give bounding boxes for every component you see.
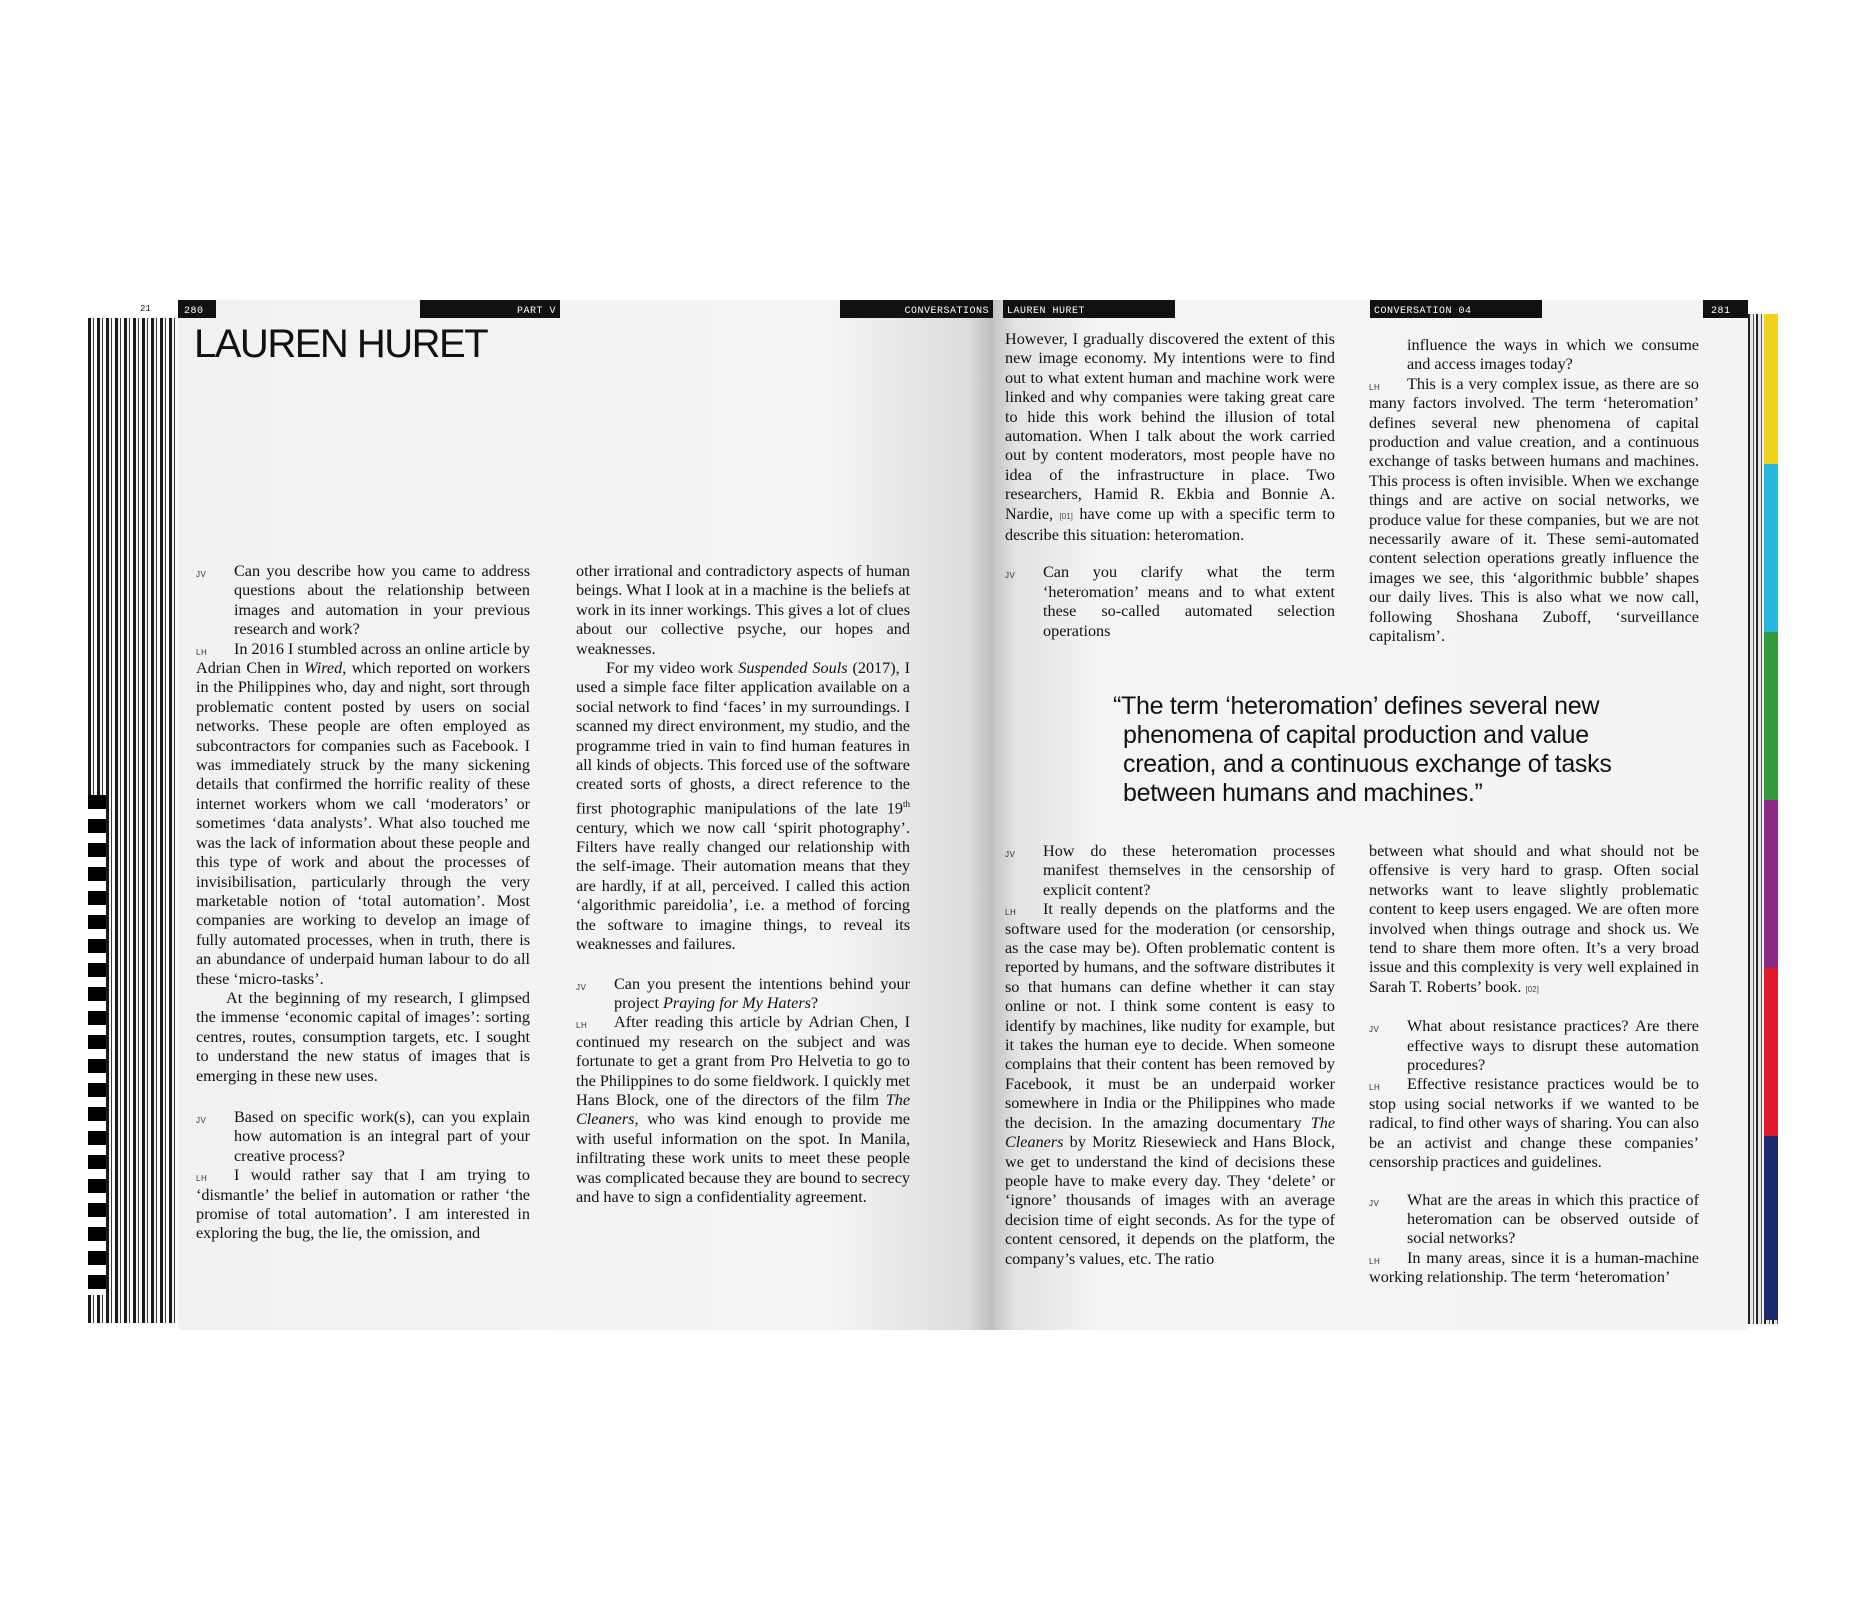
page-number: 281 xyxy=(1711,306,1731,317)
speaker-lh: LH xyxy=(1369,382,1381,392)
speaker-jv: JV xyxy=(196,1115,207,1125)
right-page xyxy=(993,300,1748,1330)
pull-quote: “The term ‘heteromation’ defines several new phenomena of capital production and value creation, and a continuous exchange of tasks between humans and machines.” xyxy=(1113,692,1612,807)
speaker-lh: LH xyxy=(1369,1083,1381,1093)
page-number: 280 xyxy=(184,306,204,317)
answer-1: LH In 2016 I stumbled across an online article by Adrian Chen in Wired, which reported on workers in the Philippines who, day and night, sort through problematic content posted by users on social networks. These people are often employed as subcontractors for companies such as Facebook. I was immediately struck by the many sickening details that confirmed the horrific reality of these internet workers whom we call ‘moderators’ or sometimes ‘data analysts’. What also touched me was the lack of information about these people and this type of work and about the processes of invisibilisation, particularly through the very marketable notion of ‘total automation’. Most companies are working to develop an image of fully automated processes, when in truth, there is an abundance of underpaid human labour to do all these ‘micro-tasks’. xyxy=(196,639,530,988)
speaker-lh: LH xyxy=(576,1021,588,1031)
question-4: JV Can you clarify what the term ‘heteromation’ means and to what extent these so-called automated selection operations xyxy=(1005,563,1335,640)
header-bar-author xyxy=(1003,300,1175,318)
part-label: PART V xyxy=(516,306,556,317)
question-2: JV Based on specific work(s), can you explain how automation is an integral part of your creative process? xyxy=(196,1107,530,1165)
footnote-ref-02: [02] xyxy=(1525,984,1539,994)
question-6: JV What about resistance practices? Are there effective ways to disrupt these automation procedures? xyxy=(1369,1017,1699,1075)
speaker-jv: JV xyxy=(1005,850,1016,859)
page-title: LAUREN HURET xyxy=(194,322,488,366)
section-tab-navy xyxy=(1764,1136,1778,1320)
answer-2: LH I would rather say that I am trying to ‘dismantle’ the belief in automation or rather ‘the promise of total automation’. I am interested in exploring the bug, the lie, the omission, and xyxy=(196,1166,530,1243)
section-tab-purple xyxy=(1764,800,1778,968)
answer-5: LH It really depends on the platforms and the software used for the moderation (or censorship, as the case may be). Often problematic content is reported by humans, and the software distributes it so that humans can define whether it can stay online or not. I think some content is easy to identify by machines, like nudity for example, but it takes the human eye to decide. When someone complains that their content has been removed by Facebook, it must be an underpaid worker somewhere in India or the Philippines who made the decision. In the amazing documentary The Cleaners by Moritz Riesewieck and Hans Block, we get to understand the kind of decisions these people have to make every day. They ‘delete’ or ‘ignore’ thousands of images with an average decision time of eight seconds. As for the type of content censored, it depends on the platform, the company’s values, etc. The ratio xyxy=(1005,900,1335,1268)
paragraph-ratio: between what should and what should not be offensive is very hard to grasp. Often social networks want to leave slightly problematic content to keep users engaged. We are often more involved when things outrage and shock us. We tend to share them more often. It’s a very broad issue and this complexity is very well explained in Sarah T. Roberts’ book. [02] xyxy=(1369,842,1699,996)
question-1: JV Can you describe how you came to address questions about the relationship between images and automation in your previous research and work? xyxy=(196,562,530,639)
right-column-2-top xyxy=(1369,336,1699,647)
header-bar-page-number xyxy=(1703,300,1748,318)
underlying-page-number: 21 xyxy=(140,304,151,314)
header-bar-conversation xyxy=(1370,300,1542,318)
right-column-1-top xyxy=(1005,330,1335,641)
left-column-2 xyxy=(576,562,910,1207)
answer-1-paragraph-2: At the beginning of my research, I glimpsed the immense ‘economic capital of images’: sorting centres, routes, consumption targets, etc. I sought to understand the new status of images that is emerging in these new uses. xyxy=(196,988,530,1085)
author-label: LAUREN HURET xyxy=(1007,306,1086,317)
section-tab-red xyxy=(1764,968,1778,1136)
paragraph-heteromation: However, I gradually discovered the extent of this new image economy. My intentions were to find out to what extent human and machine work were linked and why companies were taking great care to hide this work behind the illusion of total automation. When I talk about the work carried out by content moderators, most people have no idea of the infrastructure in place. Two researchers, Hamid R. Ekbia and Bonnie A. Nardie, [01] have come up with a specific term to describe this situation: heteromation. xyxy=(1005,330,1335,545)
question-7: JV What are the areas in which this practice of heteromation can be observed outside of social networks? xyxy=(1369,1190,1699,1248)
footnote-ref-01: [01] xyxy=(1059,511,1073,521)
paragraph-continued: other irrational and contradictory aspects of human beings. What I look at in a machine is the beliefs at work in its inner workings. This gives a lot of clues about our collective psyche, our hopes and weaknesses. xyxy=(576,562,910,658)
speaker-jv: JV xyxy=(1369,1198,1380,1208)
answer-7: LH In many areas, since it is a human-machine working relationship. The term ‘heteromation’ xyxy=(1369,1248,1699,1287)
paragraph-suspended-souls: For my video work Suspended Souls (2017), I used a simple face filter application available on a social network to find ‘faces’ in my surroundings. I scanned my direct environment, my studio, and the programme tried in vain to find human features in all kinds of objects. This forced use of the software created sorts of ghosts, a direct reference to the first photographic manipulations of the late 19th century, which we now call ‘spirit photography’. Filters have really changed our relationship with the self-image. Their automation means that they are hardly, if at all, perceived. I called this action ‘algorithmic pareidolia’, i.e. a method of forcing the software to imagine things, to reveal its weaknesses and failures. xyxy=(576,659,911,954)
right-column-2-bottom xyxy=(1369,842,1699,1288)
answer-3: LH After reading this article by Adrian Chen, I continued my research on the subject and was fortunate to get a grant from Pro Helvetia to go to the Philippines to do some fieldwork. I quickly met Hans Block, one of the directors of the film The Cleaners, who was kind enough to provide me with useful information on the spot. In Manila, infiltrating these work units to meet these people was complicated because they are bound to secrecy and have to sign a confidentiality agreement. xyxy=(576,1013,910,1206)
answer-6: LH Effective resistance practices would be to stop using social networks if we wanted to be radical, to find other ways of sharing. You can also be an activist and change these companies’ censorship practices and guidelines. xyxy=(1369,1075,1699,1172)
speaker-lh: LH xyxy=(1005,908,1017,918)
speaker-jv: JV xyxy=(196,570,207,579)
speaker-lh: LH xyxy=(196,1174,208,1184)
left-column-1 xyxy=(196,562,530,1244)
header-bar-section xyxy=(840,300,993,318)
speaker-lh: LH xyxy=(1369,1256,1381,1266)
section-tab-yellow xyxy=(1764,314,1778,464)
header-bar-page-number xyxy=(178,300,216,318)
section-label: CONVERSATIONS xyxy=(904,306,989,317)
speaker-lh: LH xyxy=(196,647,208,657)
conversation-label: CONVERSATION 04 xyxy=(1374,306,1472,317)
left-page xyxy=(178,300,993,1330)
section-tab-green xyxy=(1764,632,1778,800)
header-bar-part xyxy=(420,300,560,318)
question-5: JV How do these heteromation processes manifest themselves in the censorship of explicit content? xyxy=(1005,842,1335,899)
open-book xyxy=(88,300,1778,1330)
speaker-jv: JV xyxy=(1005,571,1016,581)
question-3: JV Can you present the intentions behind your project Praying for My Haters? xyxy=(576,974,910,1012)
speaker-jv: JV xyxy=(1369,1025,1380,1035)
section-tab-cyan xyxy=(1764,464,1778,632)
question-4-continued: influence the ways in which we consume and access images today? xyxy=(1407,336,1699,374)
answer-4: LH This is a very complex issue, as there are so many factors involved. The term ‘heteromation’ defines several new phenomena of capital production and value creation, and a continuous exchange of tasks between humans and machines. This process is often invisible. When we exchange things and are active on social networks, we produce value for these companies, but we are not necessarily aware of it. These semi-automated content selection operations greatly influence the images we see, this ‘algorithmic bubble’ shapes our daily lives. This is also what we now call, following Shoshana Zuboff, ‘surveillance capitalism’. xyxy=(1369,374,1699,646)
right-column-1-bottom xyxy=(1005,842,1335,1269)
speaker-jv: JV xyxy=(576,982,587,992)
page-edge-markers-left xyxy=(88,795,106,1295)
